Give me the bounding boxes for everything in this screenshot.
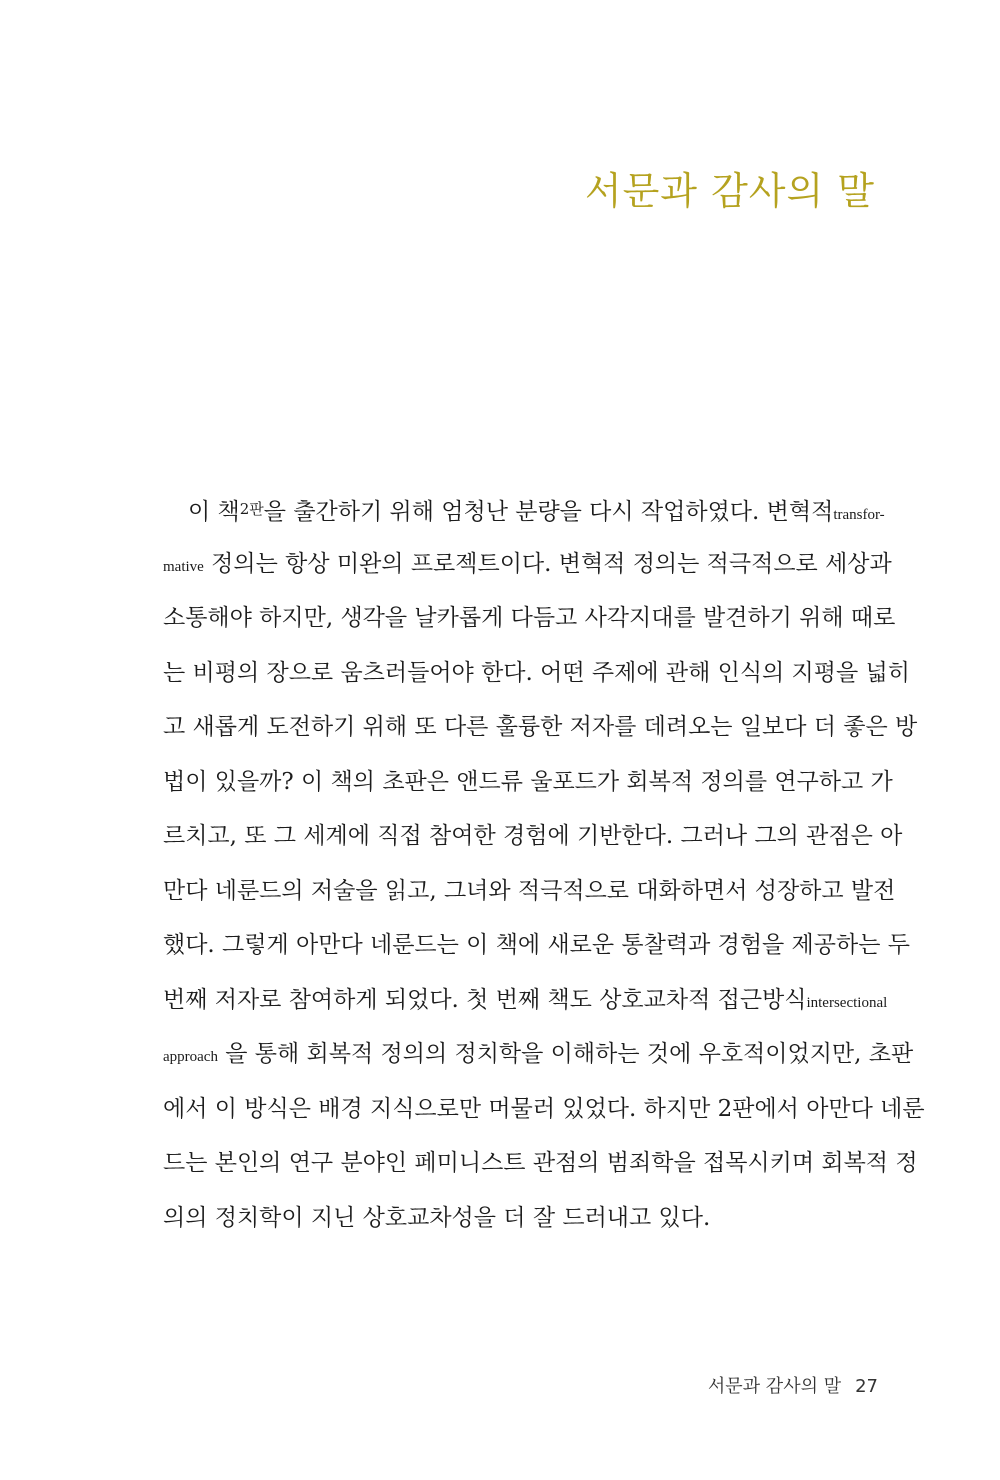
text-line: 르치고, 또 그 세계에 직접 참여한 경험에 기반한다. 그러나 그의 관점은 아	[163, 823, 903, 849]
text-line: 만다 네룬드의 저술을 읽고, 그녀와 적극적으로 대화하면서 성장하고 발전	[163, 877, 896, 904]
text-line: 고 새롭게 도전하기 위해 또 다른 훌륭한 저자를 데려오는 일보다 더 좋은 방	[163, 714, 918, 740]
chapter-title: 서문과 감사의 말	[584, 169, 875, 213]
page-footer	[708, 1372, 878, 1398]
text-line: 법이 있을까? 이 책의 초판은 앤드류 울포드가 회복적 정의를 연구하고 가	[163, 768, 893, 795]
text-run: 정의는 항상 미완의 프로젝트이다. 변혁적 정의는 적극적으로 세상과	[203, 550, 892, 577]
text-line	[163, 973, 888, 1028]
text-line: 는 비평의 장으로 움츠러들어야 한다. 어떤 주제에 관해 인식의 지평을 넓히	[163, 659, 910, 686]
text-line	[163, 537, 892, 592]
text-run: 이 책	[188, 499, 240, 525]
text-line	[163, 1027, 914, 1082]
page-number: 27	[855, 1376, 878, 1397]
body-paragraph	[163, 482, 925, 1245]
text-line: 했다. 그렇게 아만다 네룬드는 이 책에 새로운 통찰력과 경험을 제공하는 두	[163, 932, 910, 958]
text-line	[163, 482, 883, 537]
text-run: 을 출간하기 위해 엄청난 분량을 다시 작업하였다. 변혁적	[263, 499, 834, 525]
text-run: 번째 저자로 참여하게 되었다. 첫 번째 책도 상호교차적 접근방식	[163, 986, 807, 1013]
text-run: 을 통해 회복적 정의의 정치학을 이해하는 것에 우호적이었지만, 초판	[217, 1041, 914, 1067]
text-line: 소통해야 하지만, 생각을 날카롭게 다듬고 사각지대를 발견하기 위해 때로	[163, 605, 896, 631]
english-gloss: approach	[163, 1049, 218, 1065]
running-title: 서문과 감사의 말	[707, 1376, 842, 1397]
text-line: 에서 이 방식은 배경 지식으로만 머물러 있었다. 하지만 2판에서 아만다 네룬	[163, 1095, 925, 1122]
english-gloss: transfor-	[833, 507, 885, 523]
edition-superscript: 2판	[239, 500, 264, 518]
text-line: 드는 본인의 연구 분야인 페미니스트 관점의 범죄학을 접목시키며 회복적 정	[163, 1150, 918, 1176]
english-gloss: mative	[163, 558, 204, 575]
text-line: 의의 정치학이 지닌 상호교차성을 더 잘 드러내고 있다.	[163, 1204, 711, 1231]
english-gloss: intersectional	[806, 994, 888, 1011]
